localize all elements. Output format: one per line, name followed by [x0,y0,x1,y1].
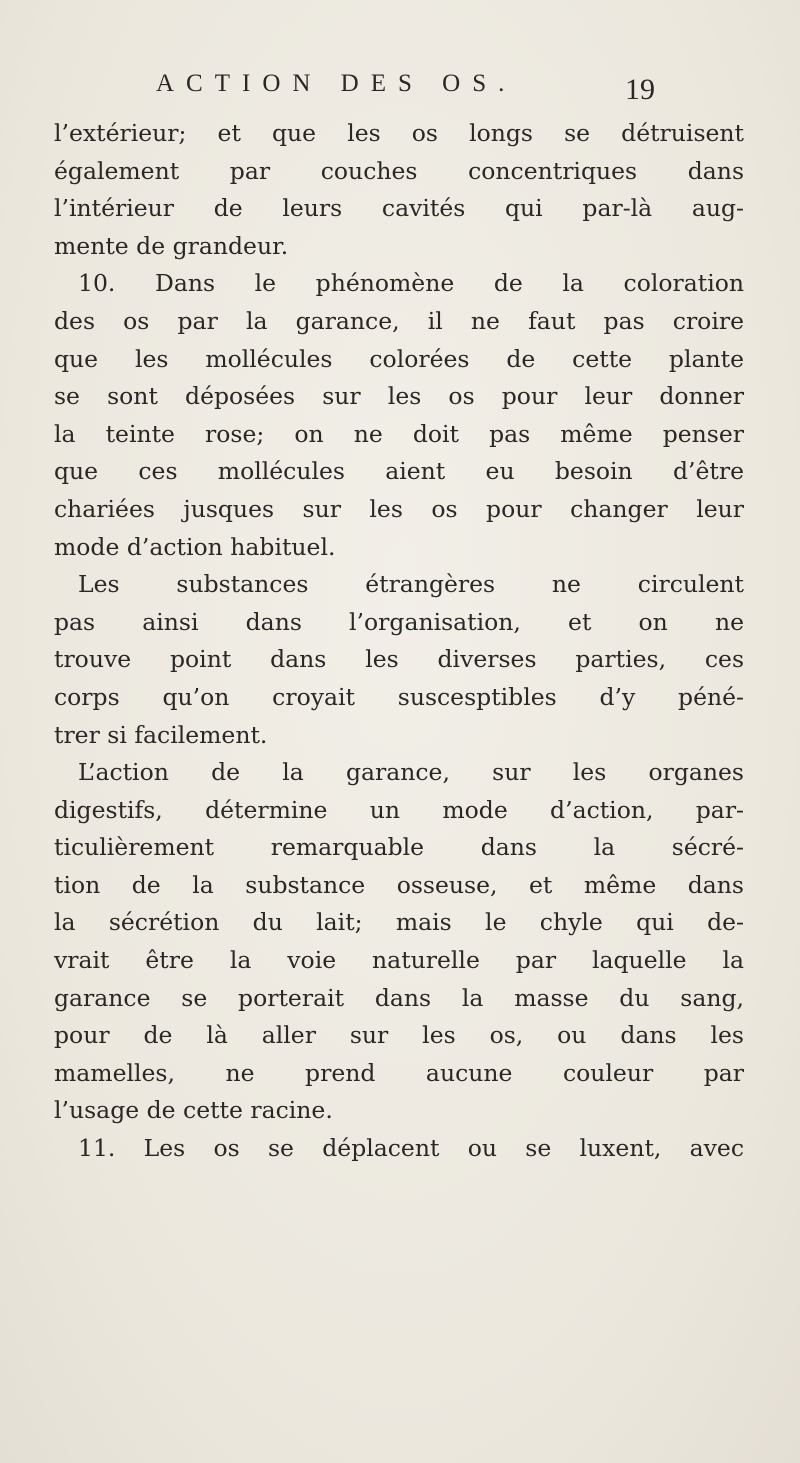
text-line: pas ainsi dans l’organisation, et on ne [54,607,744,636]
text-line: la sécrétion du lait; mais le chyle qui de- [54,908,744,937]
text-line: mente de grandeur. [54,231,289,260]
text-line: également par couches concentriques dans [54,156,744,185]
text-line: l’usage de cette racine. [54,1096,333,1125]
text-line: des os par la garance, il ne faut pas croire [54,306,744,335]
text-line: digestifs, détermine un mode d’action, par- [54,795,744,824]
text-line: tion de la substance osseuse, et même dans [54,870,744,899]
text-line: mamelles, ne prend aucune couleur par [54,1058,744,1087]
text-line: 10. Dans le phénomène de la coloration [78,269,744,298]
text-line: corps qu’on croyait suscesptibles d’y péné- [54,682,744,711]
text-line: ticulièrement remarquable dans la sécré- [54,833,744,862]
text-line: 11. Les os se déplacent ou se luxent, avec [78,1134,744,1163]
text-line: se sont déposées sur les os pour leur donner [54,382,744,411]
text-line: Les substances étrangères ne circulent [78,570,744,599]
text-line: l’extérieur; et que les os longs se détruisent [54,119,744,147]
text-line: la teinte rose; on ne doit pas même penser [54,419,744,448]
text-line: trer si facilement. [54,720,268,749]
text-line: que ces mollécules aient eu besoin d’être [54,457,744,486]
text-line: garance se porterait dans la masse du sang, [54,983,744,1012]
text-line: vrait être la voie naturelle par laquelle la [54,946,744,975]
text-line: chariées jusques sur les os pour changer leur [54,494,744,523]
text-line: pour de là aller sur les os, ou dans les [54,1021,744,1050]
text-line: l’intérieur de leurs cavités qui par-là aug- [54,194,744,223]
page-number: 19 [625,73,655,106]
body-text [54,115,744,1168]
running-head: ACTION DES OS. [156,70,517,97]
text-line: mode d’action habituel. [54,532,336,561]
text-line: trouve point dans les diverses parties, ces [54,645,744,674]
text-line: que les mollécules colorées de cette plante [54,344,744,373]
text-line: L’action de la garance, sur les organes [78,758,744,787]
